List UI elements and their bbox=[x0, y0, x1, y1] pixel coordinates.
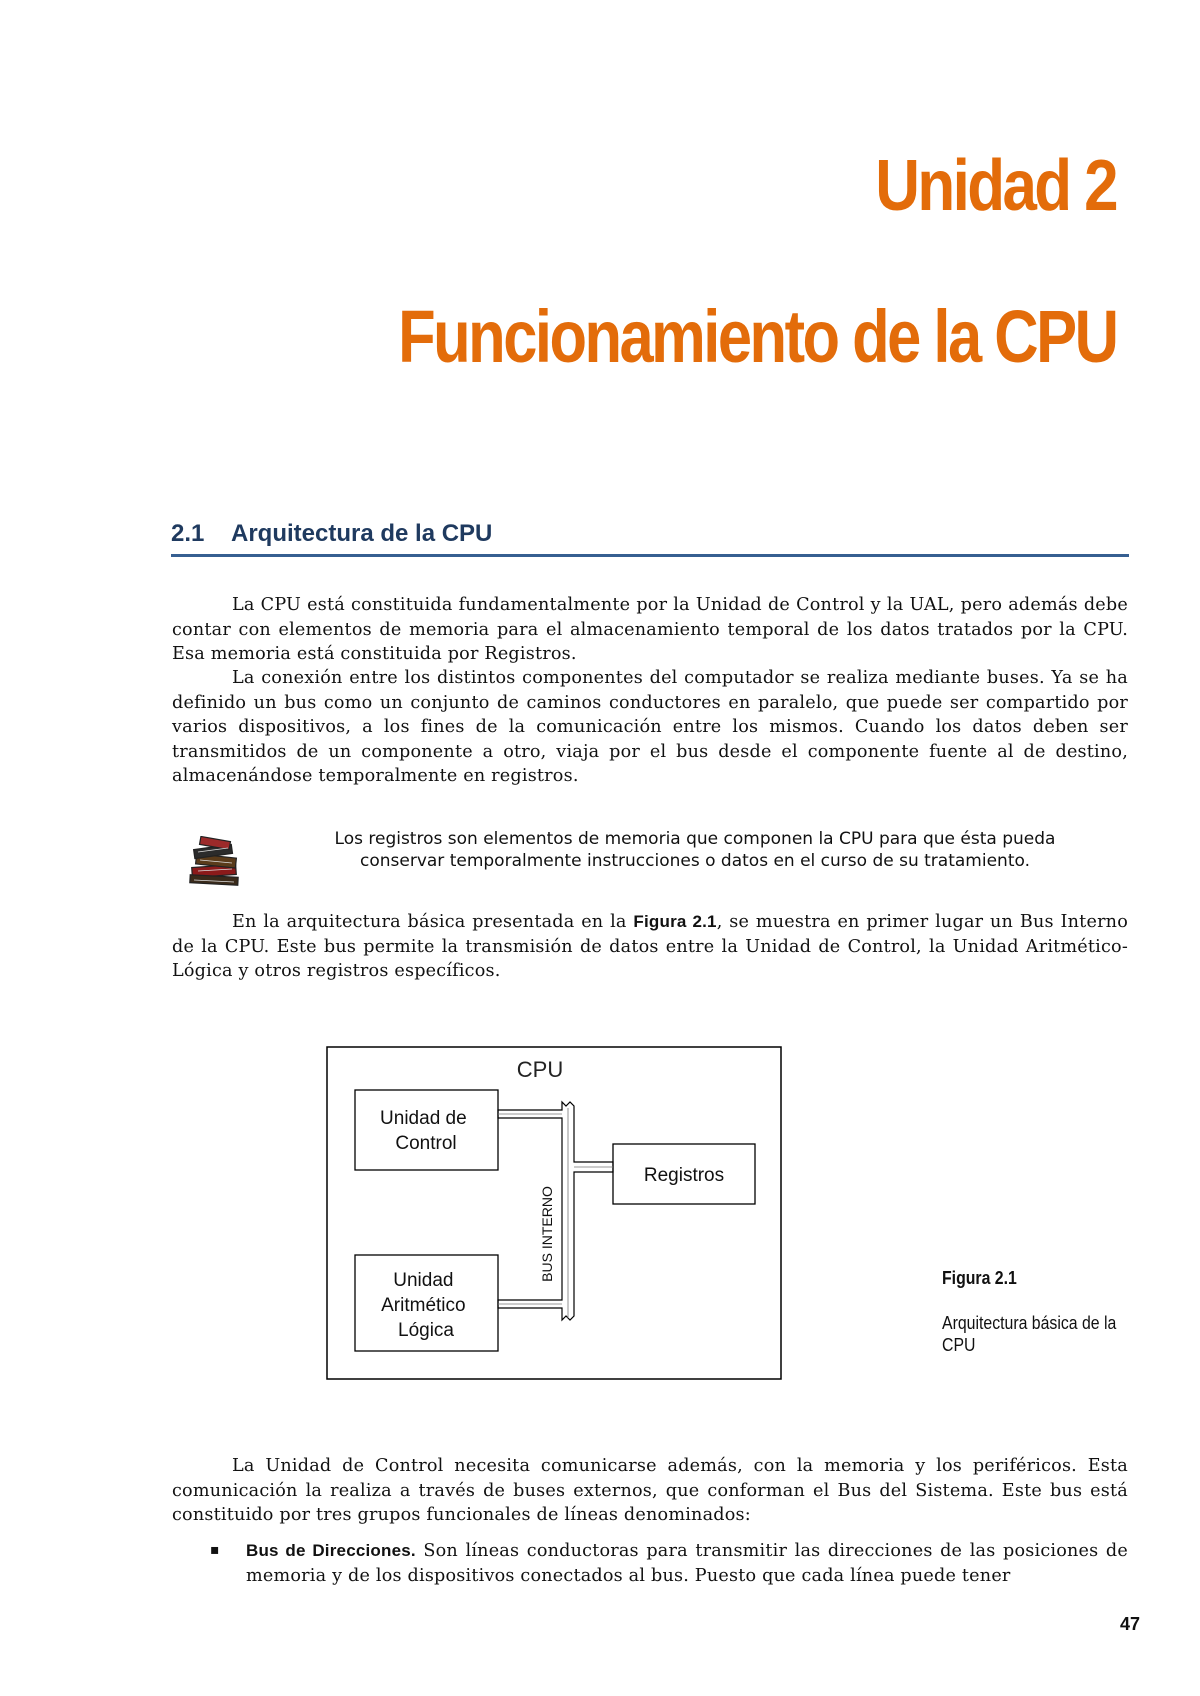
bus-label: BUS INTERNO bbox=[539, 1186, 555, 1282]
unit-subtitle: Funcionamiento de la CPU bbox=[397, 295, 1116, 378]
section-heading bbox=[171, 520, 1129, 557]
paragraph-2: La conexión entre los distintos componentes del computador se realiza mediante buses. Ya se ha definido un bus como un conjunto de caminos conductores en paralelo, que puede ser compartido por varios dispositivos, a los fines de la comunicación entre los mismos. Cuando los datos deben ser transmitidos de un componente a otro, viaja por el bus desde el componente fuente al de destino, almacenándose temporalmente en registros. bbox=[172, 668, 1128, 786]
paragraph-3 bbox=[172, 910, 1128, 984]
paragraph-3-start: En la arquitectura básica presentada en la bbox=[232, 912, 634, 932]
cpu-title: CPU bbox=[516, 1057, 564, 1082]
note-text: Los registros son elementos de memoria que componen la CPU para que ésta pueda conservar temporalmente instrucciones o datos en el curso de su tratamiento. bbox=[334, 829, 1056, 871]
registers-label: Registros bbox=[643, 1165, 725, 1186]
figure-reference: Figura 2.1 bbox=[633, 912, 717, 931]
paragraph-4: La Unidad de Control necesita comunicarse además, con la memoria y los periféricos. Esta comunicación la realiza a través de buses externos, que conforman el Bus del Sistema. Este bus está constituido por tres grupos funcionales de líneas denominados: bbox=[172, 1456, 1128, 1525]
bullet-term: Bus de Direcciones. bbox=[246, 1541, 416, 1560]
control-unit-box bbox=[355, 1090, 498, 1170]
bullet-text: Son líneas conductoras para transmitir las direcciones de las posiciones de memoria y de los dispositivos conectados al bus. Puesto que cada línea puede tener bbox=[246, 1541, 1128, 1586]
section-title: Arquitectura de la CPU bbox=[231, 520, 493, 547]
figure-label: Figura 2.1 bbox=[942, 1268, 1017, 1288]
books-icon bbox=[186, 836, 246, 888]
section-number: 2.1 bbox=[171, 520, 205, 547]
bullet-marker: ▪ bbox=[210, 1542, 220, 1558]
figure-caption: Arquitectura básica de la CPU bbox=[942, 1313, 1117, 1355]
cpu-architecture-diagram bbox=[326, 1046, 782, 1380]
bullet-bus-direcciones bbox=[210, 1538, 1128, 1589]
page-number: 47 bbox=[1119, 1614, 1140, 1634]
paragraph-1: La CPU está constituida fundamentalmente por la Unidad de Control y la UAL, pero además debe contar con elementos de memoria para el almacenamiento temporal de los datos tratados por la CPU. Esa memoria está constituida por Registros. bbox=[172, 595, 1128, 664]
control-unit-label: Unidad de Control bbox=[380, 1108, 467, 1154]
alu-label: Unidad Aritmético Lógica bbox=[381, 1270, 466, 1341]
unit-title: Unidad 2 bbox=[875, 146, 1116, 226]
paragraph-3-end: , se muestra en primer lugar un Bus Interno de la CPU. Este bus permite la transmisión de datos entre la Unidad de Control, la Unidad Aritmético-Lógica y otros registros específicos. bbox=[172, 912, 1128, 981]
